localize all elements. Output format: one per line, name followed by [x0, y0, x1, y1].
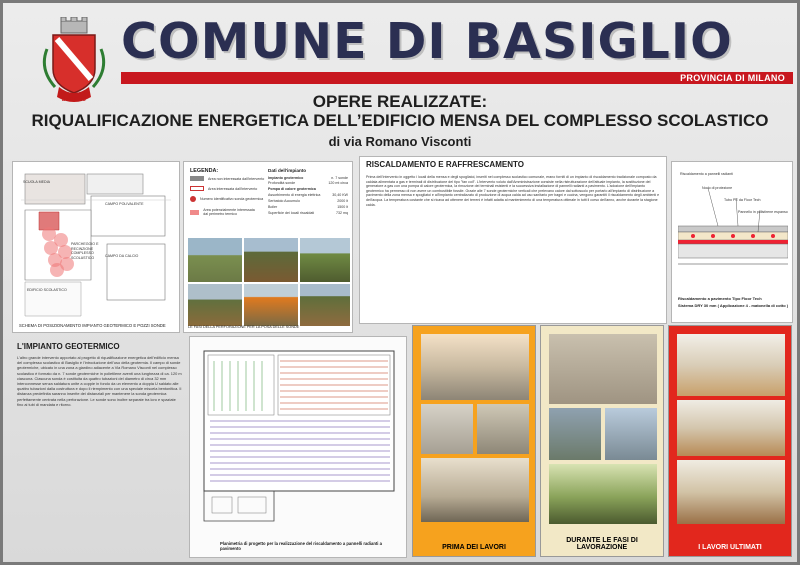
map-label-parcheggio: PARCHEGGIO E RECINZIONE COMPLESSO SCOLASTICO	[71, 242, 99, 260]
drilling-photo	[188, 238, 242, 282]
after-photo	[677, 334, 785, 396]
before-photo	[421, 334, 529, 400]
map-label-campo-polivalente: CAMPO POLIVALENTE	[105, 202, 144, 206]
section-caption-2: Sistema DRY 30 mm ( Applicazione 4 - matonella di cotto )	[678, 303, 789, 308]
dati-row: Boiler 1500 lt	[268, 205, 348, 209]
drilling-photo	[300, 284, 350, 326]
before-photo	[421, 404, 473, 454]
after-photo	[677, 400, 785, 456]
after-photo	[677, 460, 785, 524]
during-photo	[549, 334, 657, 404]
drilling-photo	[188, 284, 242, 326]
map-panel	[12, 161, 180, 333]
map-label-scuola-media: SCUOLA MEDIA	[23, 180, 50, 184]
drilling-caption: LE FASI DELLA PERFORAZIONE PER LA POSA DELLE SONDE	[188, 325, 300, 329]
riscaldamento-heading: RISCALDAMENTO E RAFFRESCAMENTO	[366, 160, 524, 169]
floor-plan-drawing	[194, 341, 404, 537]
drilling-photo	[244, 238, 298, 282]
plan-caption: Planimetria di progetto per la realizzazione del riscaldamento a pannelli radianti a pavimento	[220, 541, 382, 551]
during-photo	[549, 408, 601, 460]
section-label: Riscaldamento a pannelli radianti	[680, 172, 733, 176]
drilling-photo	[244, 284, 298, 326]
legend-item: Area interessata dall'intervento	[190, 186, 257, 191]
section-caption-1: Riscaldamento a pavimento Tipo Floor Tech	[678, 296, 762, 301]
legend-panel	[183, 161, 353, 333]
dati-row: Serbatoio Accumulo 2000 lt	[268, 199, 348, 203]
before-photo	[477, 404, 529, 454]
plan-panel	[189, 336, 407, 558]
section-label: Pannello in polistirene espanso	[738, 210, 788, 214]
section-label: Nodo di protezione	[702, 186, 733, 190]
legend-item: Area potenzialmente interessata dal perimetro termico	[190, 208, 260, 216]
phase-during-label: DURANTE LE FASI DI LAVORAZIONE	[566, 537, 638, 551]
phase-before-panel	[412, 325, 536, 557]
subtitle-address: di via Romano Visconti	[328, 134, 472, 149]
dati-row: Pompa di calore geotermica	[268, 187, 316, 191]
phase-during-panel	[540, 325, 664, 557]
crest-banner: BASIGLIO	[61, 97, 87, 103]
dati-row: Profondità sonde 120 mt circa	[268, 181, 348, 185]
phase-after-label: I LAVORI ULTIMATI	[698, 544, 762, 551]
legend-item: Numero identificativo sonda geotermica	[190, 196, 263, 202]
dati-row: Superficie dei locali riscaldati 732 mq	[268, 211, 348, 215]
map-label-edificio: EDIFICIO SCOLASTICO	[27, 288, 67, 292]
phase-after-panel	[668, 325, 792, 557]
map-label-campo-calcio: CAMPO DA CALCIO	[105, 254, 139, 258]
before-photo	[421, 458, 529, 522]
during-photo	[549, 464, 657, 524]
subtitle-project: RIQUALIFICAZIONE ENERGETICA DELL’EDIFICIO MENSA DEL COMPLESSO SCOLASTICO	[31, 111, 769, 130]
map-caption: SCHEMA DI POSIZIONAMENTO IMPIANTO GEOTERMICO E POZZI SONDE	[19, 323, 166, 328]
phase-before-label: PRIMA DEI LAVORI	[442, 544, 506, 551]
subtitle-works: OPERE REALIZZATE:	[312, 92, 488, 111]
province-label: PROVINCIA DI MILANO	[680, 73, 785, 83]
page-title: COMUNE DI BASIGLIO	[121, 13, 733, 70]
riscaldamento-panel	[359, 156, 667, 324]
section-label: Tubo PE da Floor Tech	[724, 198, 761, 202]
dati-row: Assorbimento di energia elettrica 30,40 KW	[268, 193, 348, 197]
legend-title: LEGENDA:	[190, 168, 219, 174]
drilling-photo	[300, 238, 350, 282]
riscaldamento-body: Prima dell'intervento in oggetto i locali della mensa e degli spogliatoi, inseriti nel complesso scolastico comunale, erano forniti di un impianto di riscaldamento tradizionale composto da caldaia alimentata a gas e terminali di distribuzione del tipo "fan coil". L'intervento voluto dall'Amministrazione consiste nella ristrutturazione dell'attuale impianto, la sostituzione del generatore a gas con una pompa di calore geotermica, la rimozione dei terminali esistenti e la successiva installazione di pannelli radianti a pavimento. L'adozione dell'impianto geotermico ha permesso di non avere un combustibile fossile. Grazie alle 7 sonde geotermiche verticali che prelevano calore dal sottosuolo per portarlo all'impianto di distribuzione a pavimento della zona mensa e spogliatoi e all'impianto centralizzato di produzione di acqua calda ad uso sanitario per bagni e cucina, vengono garantiti il riscaldamento degli ambienti e dell'acqua. La temperatura costante che si ricava ad ottenere dei terreni è infatti adatta al mantenimento di una temperatura ottimale in tutti il corso dell'anno, anche durante la stagione calda.	[366, 175, 660, 207]
dati-row: Impianto geotermico n. 7 sonde	[268, 176, 348, 180]
geotermico-body: L'altro grande intervento apportato al progetto di riqualificazione energetica dell'edificio mensa del complesso scolastico di Basiglio è l'introduzione dell'uso della geotermia. Il campo di sonde geotermiche, ubicato in una zona a giardino adiacente a Via Romano Visconti nel complesso scolastico è formato da n. 7 sonde geotermiche in polietilene aventi una lunghezza di ca. 120 m ciascuna. Ciascuna sonda è costituita da quattro tubazioni del diametro di circa 32 mm interconnesse senza saldatura unite a coppie in fondo da un elemento a doppia U saldato alle quattro tubazioni dalla costruttura e dopo il riempimento con una speciale miscela bentonitica. Il distanza predefinita saranno inserite dei distanziali per mantenere la sonda geotermica perfettamente centrata nella perforazione. Le sonde sono inoltre separate tra loro e spaziate fino ai tubi di mandata e ritorno.	[17, 355, 182, 407]
floor-section-panel	[671, 161, 793, 323]
legend-item: Area non interessata dall'intervento	[190, 176, 264, 181]
during-photo	[605, 408, 657, 460]
geotermico-heading: L'IMPIANTO GEOTERMICO	[17, 342, 120, 351]
dati-title: Dati dell'impianto	[268, 168, 307, 173]
